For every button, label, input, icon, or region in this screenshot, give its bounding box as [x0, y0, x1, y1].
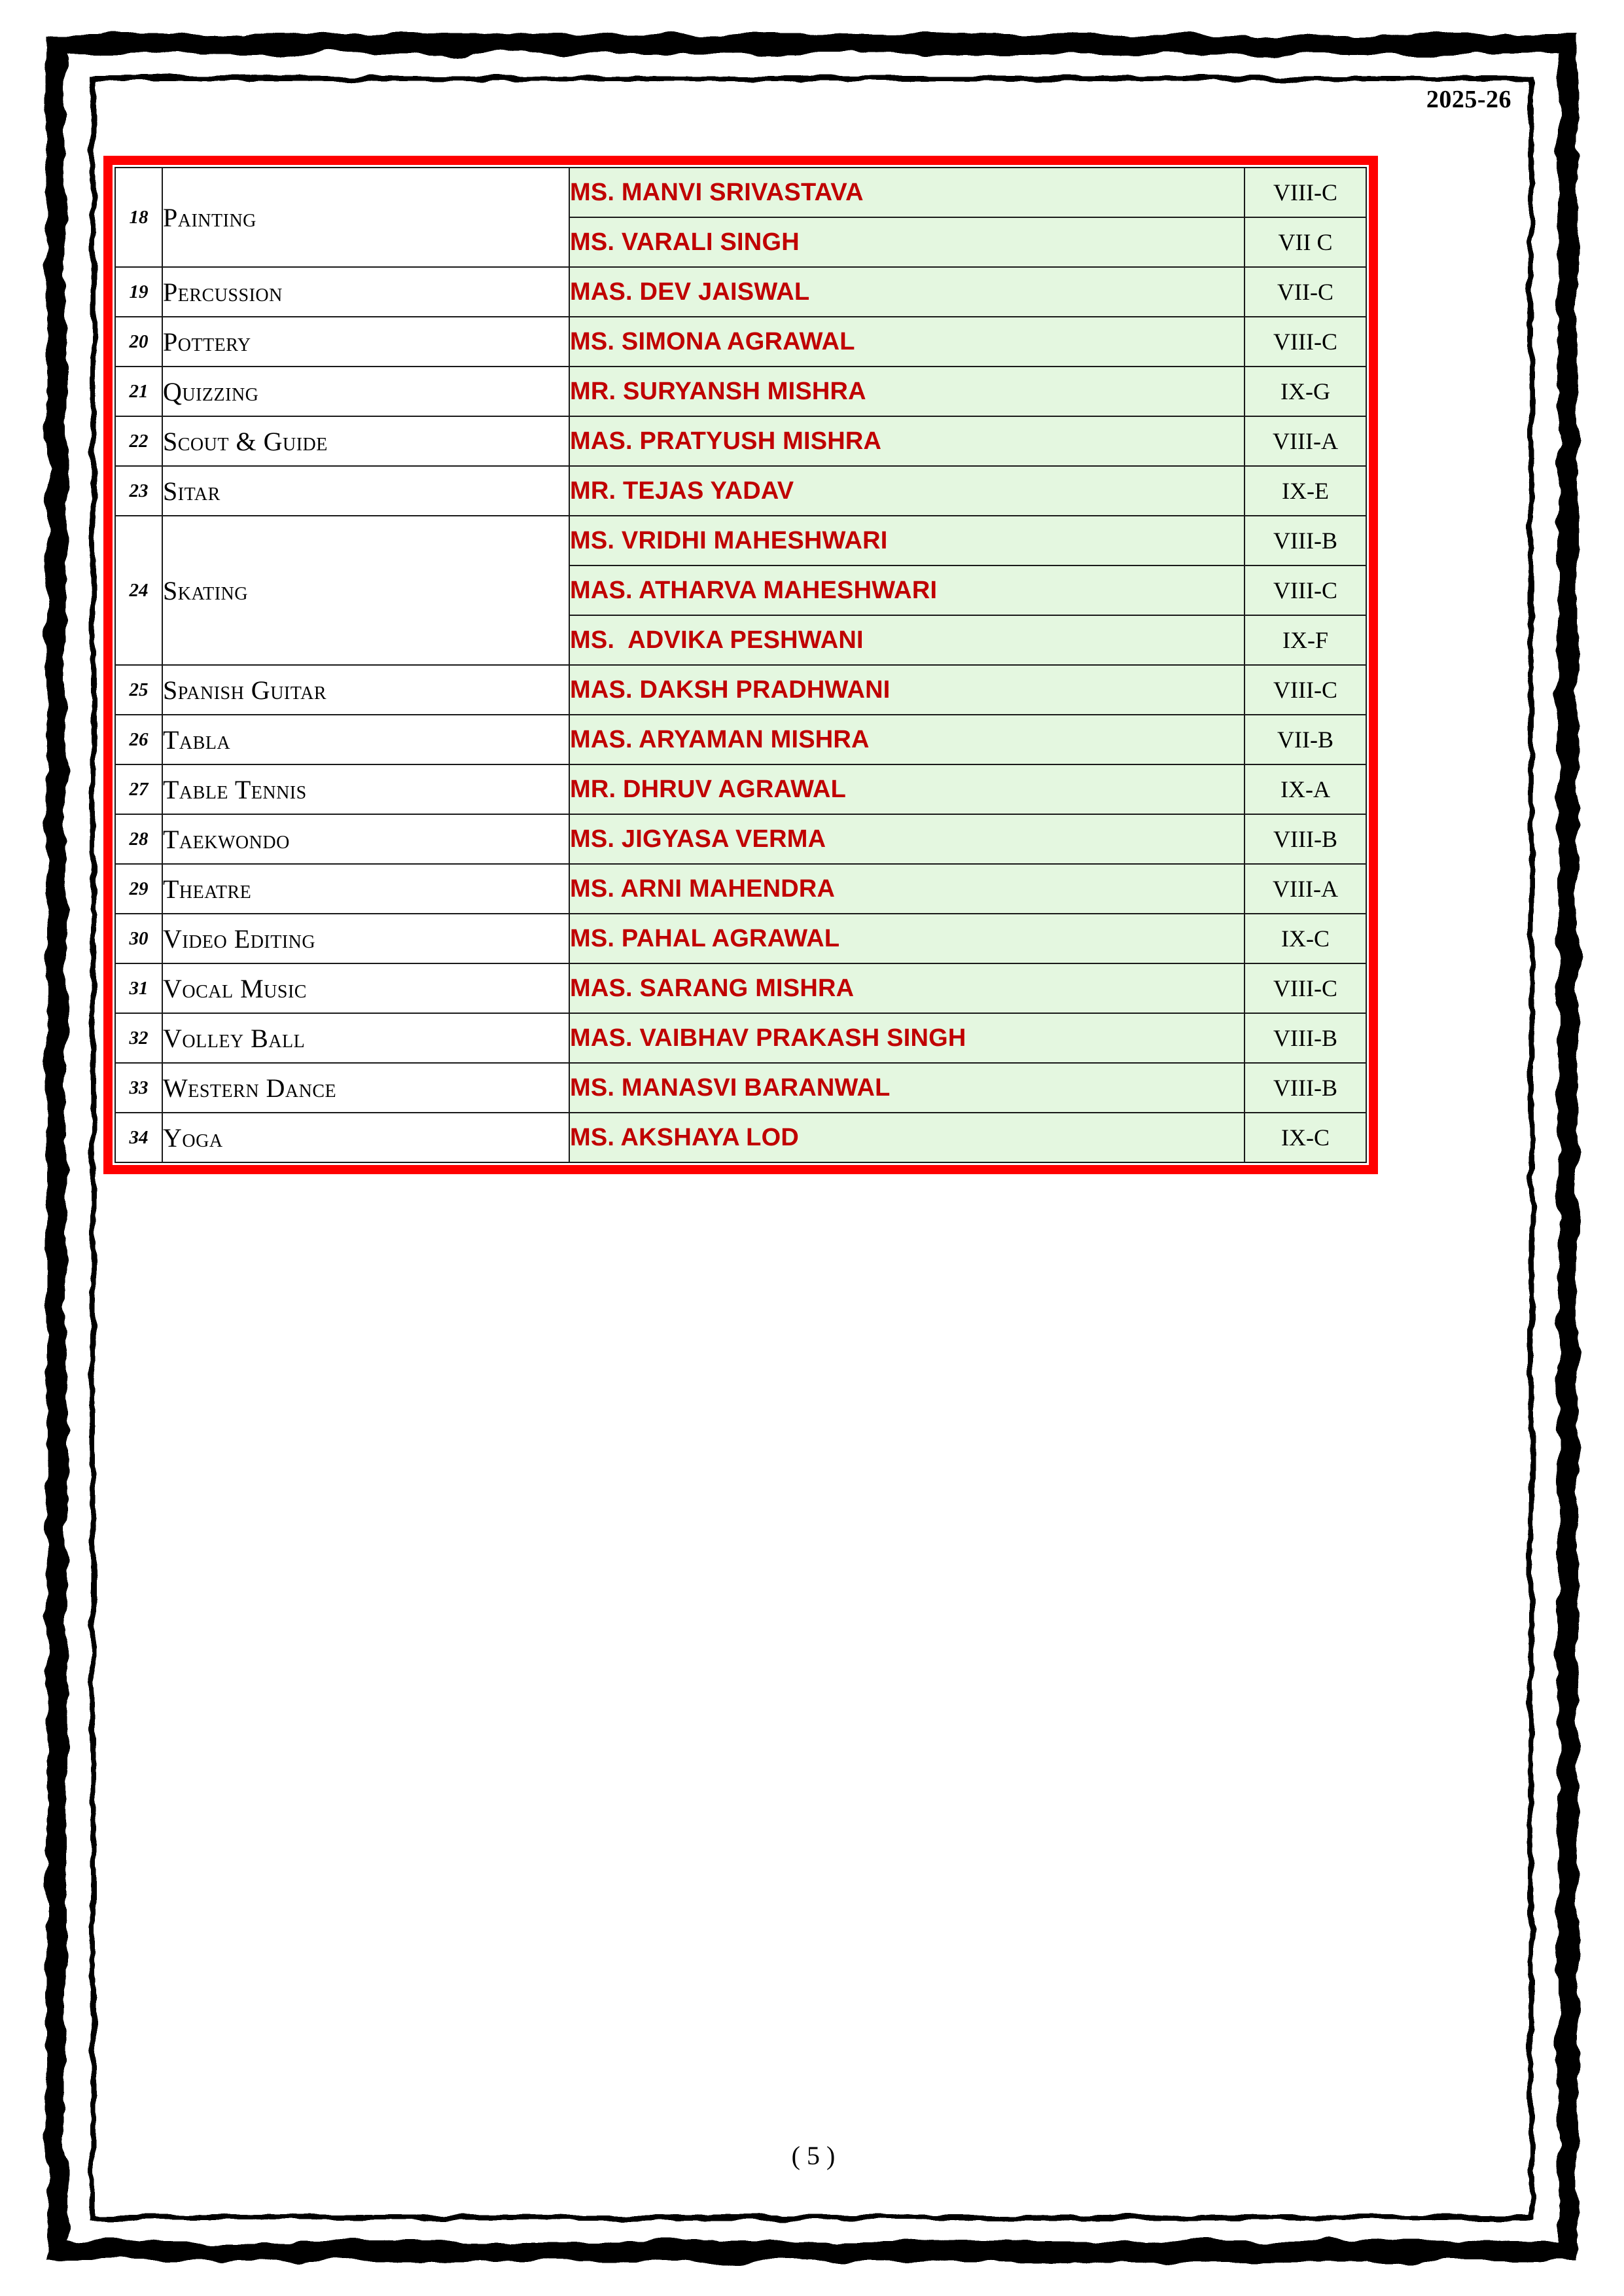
incharge-name-cell: MS. PAHAL AGRAWAL: [569, 914, 1244, 963]
activity-name-cell: Tabla: [162, 715, 569, 764]
activity-name-cell: Painting: [162, 168, 569, 267]
table-row: [115, 267, 1366, 317]
class-section-cell: IX-E: [1244, 466, 1366, 516]
class-section-cell: VIII-A: [1244, 416, 1366, 466]
incharge-name-cell: MS. ARNI MAHENDRA: [569, 864, 1244, 914]
incharge-name-cell: MS. MANVI SRIVASTAVA: [569, 168, 1244, 217]
table-row: [115, 466, 1366, 516]
incharge-name-cell: MAS. SARANG MISHRA: [569, 963, 1244, 1013]
serial-number-cell: 28: [115, 814, 162, 864]
serial-number-cell: 18: [115, 168, 162, 267]
activity-name-cell: Percussion: [162, 267, 569, 317]
table-row: [115, 168, 1366, 217]
class-section-cell: VIII-C: [1244, 317, 1366, 367]
session-year-header: 2025-26: [1426, 86, 1511, 113]
table-row: [115, 1013, 1366, 1063]
incharge-name-cell: MAS. DEV JAISWAL: [569, 267, 1244, 317]
activity-name-cell: Table Tennis: [162, 764, 569, 814]
incharge-name-cell: MS. ADVIKA PESHWANI: [569, 615, 1244, 665]
incharge-name-cell: MS. VARALI SINGH: [569, 217, 1244, 267]
activity-name-cell: Spanish Guitar: [162, 665, 569, 715]
table-row: [115, 665, 1366, 715]
serial-number-cell: 30: [115, 914, 162, 963]
class-section-cell: VIII-B: [1244, 1063, 1366, 1113]
table-row: [115, 1113, 1366, 1162]
serial-number-cell: 33: [115, 1063, 162, 1113]
incharge-name-cell: MAS. DAKSH PRADHWANI: [569, 665, 1244, 715]
activity-name-cell: Scout & Guide: [162, 416, 569, 466]
class-section-cell: VIII-B: [1244, 814, 1366, 864]
activity-name-cell: Taekwondo: [162, 814, 569, 864]
activity-name-cell: Theatre: [162, 864, 569, 914]
incharge-name-cell: MAS. PRATYUSH MISHRA: [569, 416, 1244, 466]
incharge-name-cell: MAS. ATHARVA MAHESHWARI: [569, 565, 1244, 615]
class-section-cell: IX-A: [1244, 764, 1366, 814]
serial-number-cell: 24: [115, 516, 162, 665]
incharge-name-cell: MS. JIGYASA VERMA: [569, 814, 1244, 864]
table-row: [115, 1063, 1366, 1113]
activity-name-cell: Volley Ball: [162, 1013, 569, 1063]
incharge-name-cell: MR. DHRUV AGRAWAL: [569, 764, 1244, 814]
serial-number-cell: 31: [115, 963, 162, 1013]
activity-name-cell: Skating: [162, 516, 569, 665]
serial-number-cell: 34: [115, 1113, 162, 1162]
serial-number-cell: 20: [115, 317, 162, 367]
activity-name-cell: Western Dance: [162, 1063, 569, 1113]
incharge-name-cell: MS. SIMONA AGRAWAL: [569, 317, 1244, 367]
serial-number-cell: 22: [115, 416, 162, 466]
incharge-name-cell: MR. SURYANSH MISHRA: [569, 367, 1244, 416]
activity-table-red-frame: [103, 156, 1378, 1174]
serial-number-cell: 29: [115, 864, 162, 914]
class-section-cell: IX-F: [1244, 615, 1366, 665]
incharge-name-cell: MAS. VAIBHAV PRAKASH SINGH: [569, 1013, 1244, 1063]
class-section-cell: IX-G: [1244, 367, 1366, 416]
serial-number-cell: 27: [115, 764, 162, 814]
class-section-cell: VIII-C: [1244, 963, 1366, 1013]
activity-name-cell: Pottery: [162, 317, 569, 367]
activity-name-cell: Yoga: [162, 1113, 569, 1162]
activity-table-inner-frame: [113, 165, 1369, 1165]
table-row: [115, 963, 1366, 1013]
serial-number-cell: 19: [115, 267, 162, 317]
incharge-name-cell: MS. VRIDHI MAHESHWARI: [569, 516, 1244, 565]
serial-number-cell: 25: [115, 665, 162, 715]
page-number: ( 5 ): [791, 2141, 836, 2170]
serial-number-cell: 23: [115, 466, 162, 516]
incharge-name-cell: MR. TEJAS YADAV: [569, 466, 1244, 516]
activity-incharge-table: [115, 167, 1367, 1163]
serial-number-cell: 21: [115, 367, 162, 416]
class-section-cell: VIII-C: [1244, 665, 1366, 715]
activity-name-cell: Quizzing: [162, 367, 569, 416]
class-section-cell: IX-C: [1244, 914, 1366, 963]
class-section-cell: VII C: [1244, 217, 1366, 267]
table-row: [115, 864, 1366, 914]
activity-name-cell: Video Editing: [162, 914, 569, 963]
table-row: [115, 715, 1366, 764]
incharge-name-cell: MAS. ARYAMAN MISHRA: [569, 715, 1244, 764]
class-section-cell: VII-C: [1244, 267, 1366, 317]
class-section-cell: IX-C: [1244, 1113, 1366, 1162]
class-section-cell: VIII-C: [1244, 565, 1366, 615]
class-section-cell: VIII-C: [1244, 168, 1366, 217]
class-section-cell: VIII-A: [1244, 864, 1366, 914]
page-content: [98, 85, 1528, 2212]
incharge-name-cell: MS. MANASVI BARANWAL: [569, 1063, 1244, 1113]
incharge-name-cell: MS. AKSHAYA LOD: [569, 1113, 1244, 1162]
class-section-cell: VII-B: [1244, 715, 1366, 764]
serial-number-cell: 32: [115, 1013, 162, 1063]
table-row: [115, 914, 1366, 963]
table-row: [115, 317, 1366, 367]
table-row: [115, 367, 1366, 416]
table-row: [115, 516, 1366, 565]
activity-name-cell: Sitar: [162, 466, 569, 516]
table-row: [115, 814, 1366, 864]
serial-number-cell: 26: [115, 715, 162, 764]
table-row: [115, 416, 1366, 466]
table-row: [115, 764, 1366, 814]
class-section-cell: VIII-B: [1244, 1013, 1366, 1063]
activity-name-cell: Vocal Music: [162, 963, 569, 1013]
class-section-cell: VIII-B: [1244, 516, 1366, 565]
